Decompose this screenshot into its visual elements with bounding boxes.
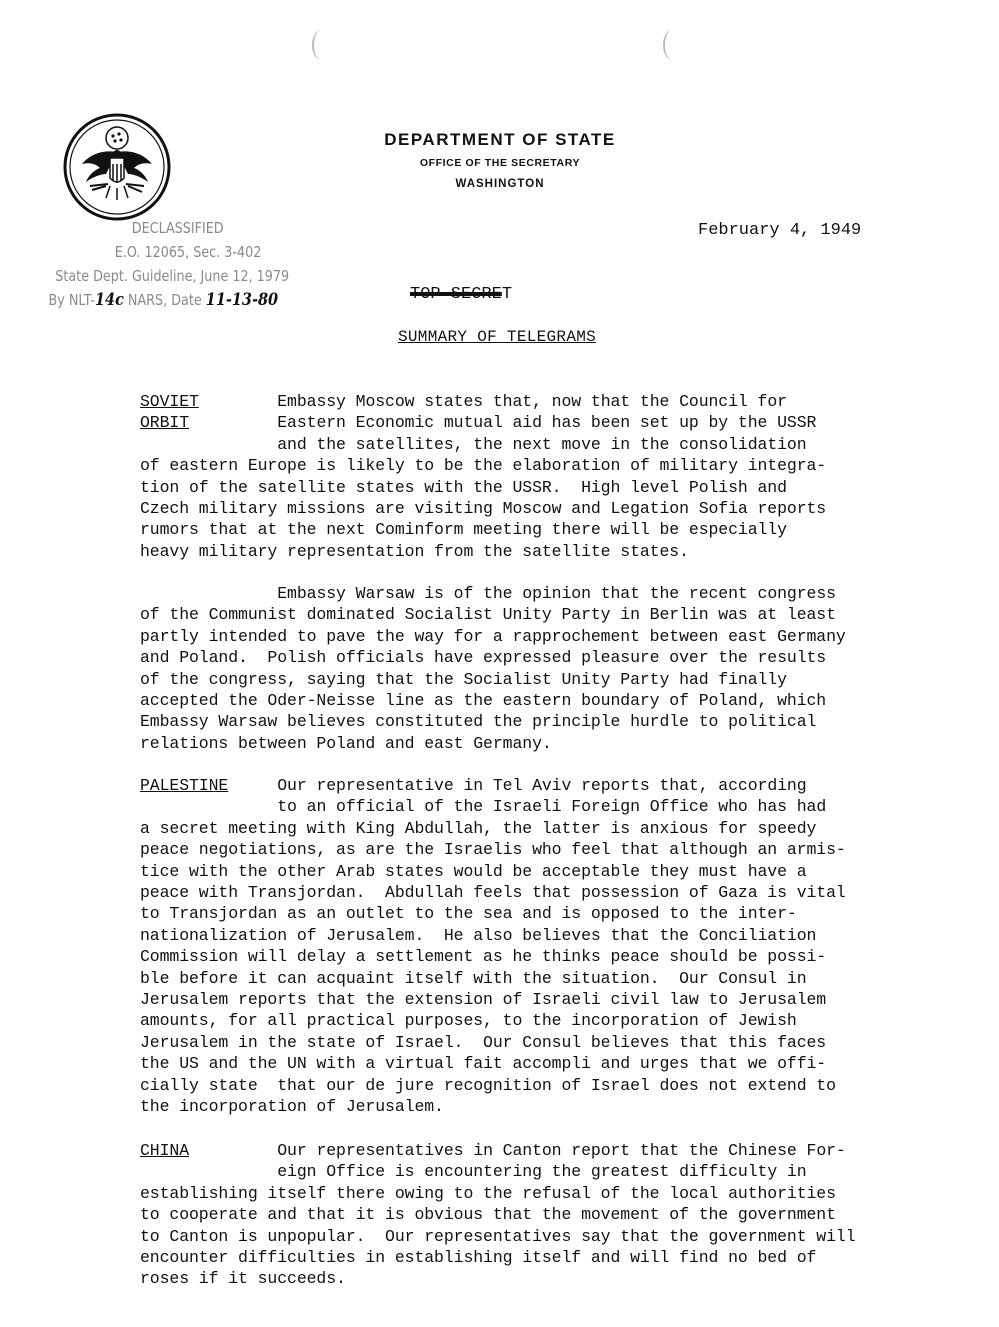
section-china	[140, 1140, 920, 1290]
body-line: of the Communist dominated Socialist Unity Party in Berlin was at least	[140, 605, 836, 625]
body-line: the incorporation of Jerusalem.	[140, 1097, 444, 1117]
body-line: accepted the Oder-Neisse line as the eastern boundary of Poland, which	[140, 691, 827, 711]
letterhead-office: OFFICE OF THE SECRETARY	[419, 157, 581, 169]
body-line: the US and the UN with a virtual fait accompli and urges that we offi-	[140, 1054, 827, 1074]
body-line: partly intended to pave the way for a rapprochement between east Germany	[140, 626, 846, 646]
punch-hole-mark	[312, 30, 330, 60]
body-line: Jerusalem in the state of Israel. Our Consul believes that this faces	[140, 1032, 827, 1052]
body-line: peace negotiations, as are the Israelis who feel that although an armis-	[140, 840, 846, 860]
body-line: Embassy Warsaw is of the opinion that the recent congress	[277, 584, 836, 603]
section-heading: SOVIET	[140, 392, 199, 411]
body-line: roses if it succeeds.	[140, 1269, 346, 1289]
body-line: Embassy Warsaw believes constituted the principle hurdle to political	[140, 712, 817, 732]
declass-by-label: By NLT-	[48, 291, 95, 309]
document-title: SUMMARY OF TELEGRAMS	[398, 328, 597, 346]
declass-initials: 14c	[94, 290, 124, 310]
body-line: Czech military missions are visiting Moscow and Legation Sofia reports	[140, 499, 827, 519]
body-line: rumors that at the next Cominform meeting there will be especially	[140, 520, 787, 540]
body-line: nationalization of Jerusalem. He also believes that the Conciliation	[140, 925, 817, 945]
body-line: to cooperate and that it is obvious that the movement of the government	[140, 1205, 836, 1225]
declass-line: E.O. 12065, Sec. 3-402	[114, 243, 262, 261]
body-line: tion of the satellite states with the USSR. High level Polish and	[140, 477, 787, 497]
department-seal-icon	[62, 112, 172, 222]
letterhead-department: DEPARTMENT OF STATE	[384, 130, 616, 149]
declass-date: 11-13-80	[205, 290, 279, 310]
body-line: relations between Poland and east Germany.	[140, 733, 552, 753]
body-line: Embassy Moscow states that, now that the Council for	[277, 392, 787, 411]
section-warsaw	[140, 583, 920, 754]
body-line: Our representatives in Canton report that the Chinese For-	[277, 1141, 846, 1160]
section-heading: ORBIT	[140, 413, 190, 433]
body-line: Commission will delay a settlement as he thinks peace should be possi-	[140, 947, 827, 967]
body-line: encounter difficulties in establishing itself and will find no bed of	[140, 1248, 817, 1268]
letterhead	[340, 128, 660, 194]
body-line: to Canton is unpopular. Our representatives say that the government will	[140, 1226, 856, 1246]
declass-line: DECLASSIFIED	[131, 219, 224, 237]
letterhead-city: WASHINGTON	[455, 178, 545, 190]
body-line: and Poland. Polish officials have expressed pleasure over the results	[140, 648, 827, 668]
body-line: of the congress, saying that the Socialist Unity Party had finally	[140, 669, 787, 689]
section-heading: PALESTINE	[140, 776, 229, 795]
declass-line: State Dept. Guideline, June 12, 1979	[55, 267, 290, 285]
body-line: amounts, for all practical purposes, to the incorporation of Jewish	[140, 1011, 797, 1031]
body-line: heavy military representation from the satellite states.	[140, 541, 689, 561]
declass-line	[40, 288, 289, 312]
body-line: a secret meeting with King Abdullah, the latter is anxious for speedy	[140, 818, 817, 838]
body-line: Eastern Economic mutual aid has been set up by the USSR	[277, 413, 817, 433]
body-line: tice with the other Arab states would be acceptable they must have a	[140, 861, 807, 881]
body-line: Jerusalem reports that the extension of Israeli civil law to Jerusalem	[140, 990, 827, 1010]
classification-struck: TOP SECRE	[410, 285, 502, 304]
body-line: eign Office is encountering the greatest difficulty in	[277, 1162, 807, 1182]
body-line: ble before it can acquaint itself with the situation. Our Consul in	[140, 968, 807, 988]
body-line: and the satellites, the next move in the consolidation	[277, 434, 807, 454]
body-line: to an official of the Israeli Foreign Office who has had	[277, 797, 827, 817]
body-line: cially state that our de jure recognition of Israel does not extend to	[140, 1075, 836, 1095]
declass-nars-label: NARS, Date	[123, 291, 206, 309]
section-soviet-orbit	[140, 391, 920, 562]
body-line: peace with Transjordan. Abdullah feels that possession of Gaza is vital	[140, 883, 846, 903]
body-line: Our representative in Tel Aviv reports that, according	[277, 776, 807, 795]
body-line: establishing itself there owing to the refusal of the local authorities	[140, 1183, 836, 1203]
classification-marking	[410, 285, 512, 304]
punch-hole-mark	[663, 30, 681, 60]
declassification-stamp	[40, 216, 289, 312]
section-palestine	[140, 775, 920, 1118]
document-date: February 4, 1949	[698, 221, 862, 240]
body-line: to Transjordan as an outlet to the sea and is opposed to the inter-	[140, 904, 797, 924]
section-heading: CHINA	[140, 1141, 190, 1160]
body-line: of eastern Europe is likely to be the elaboration of military integra-	[140, 456, 827, 476]
classification-tail: T	[501, 285, 513, 304]
